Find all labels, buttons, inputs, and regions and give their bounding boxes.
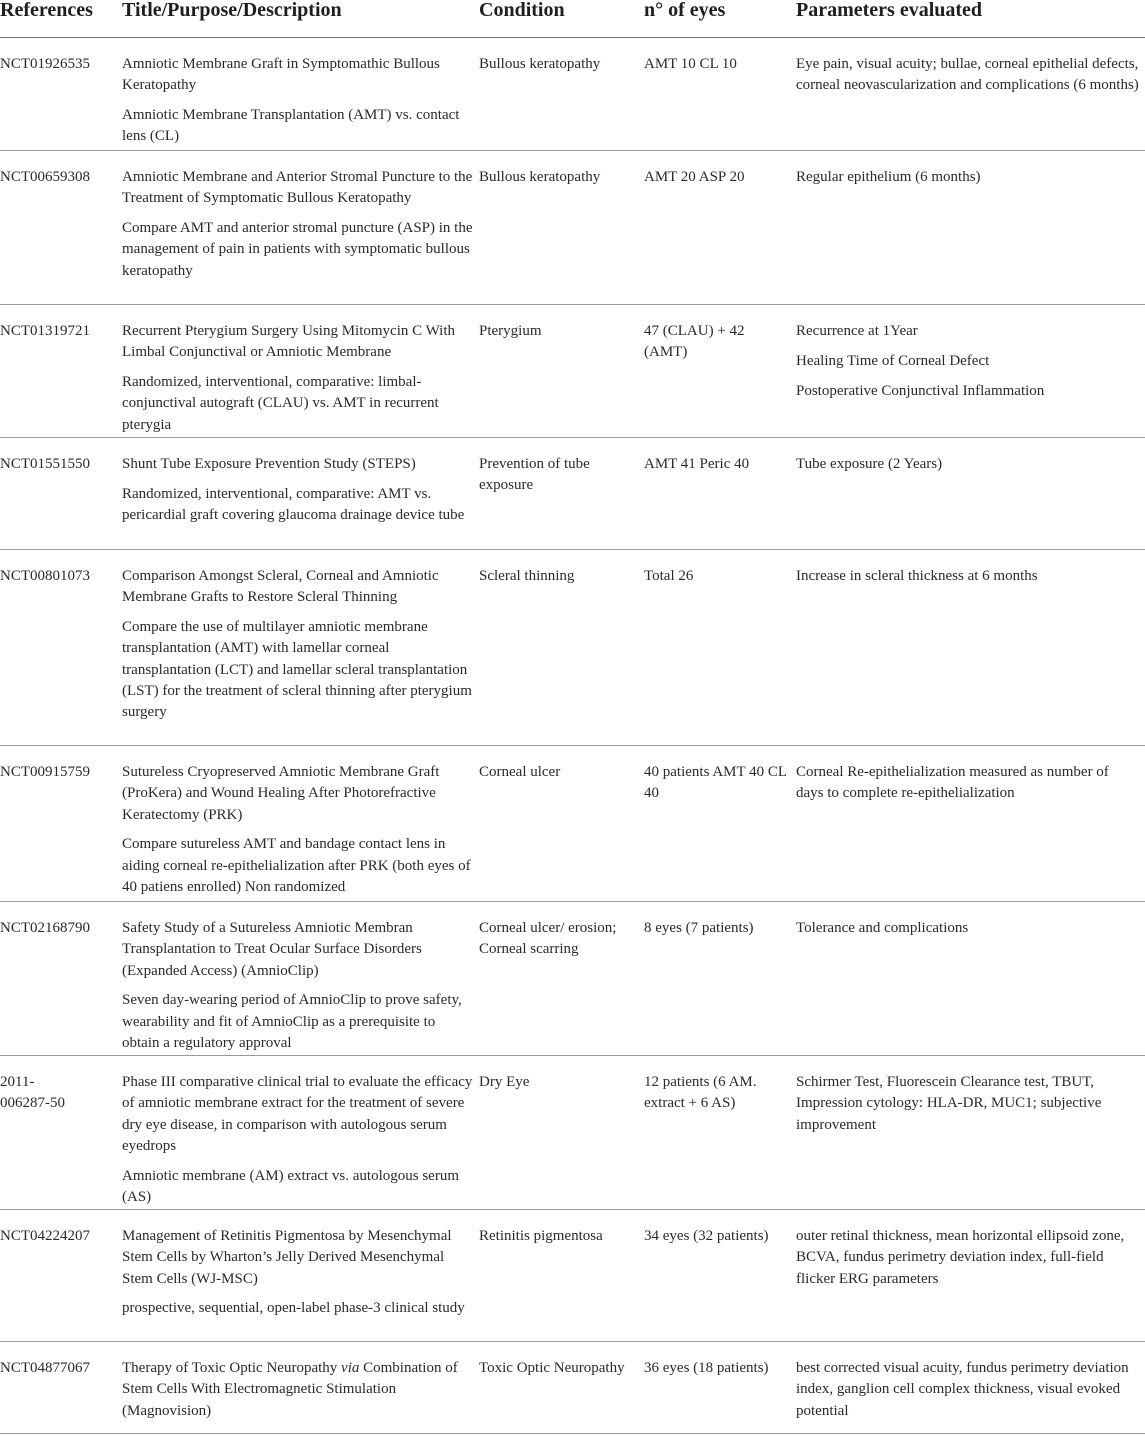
parameter-item: Recurrence at 1Year — [796, 323, 918, 339]
cell-condition: Scleral thinning — [479, 568, 575, 584]
trial-title: Comparison Amongst Scleral, Corneal and Amniotic Membrane Grafts to Restore Scleral Thinning — [122, 568, 439, 606]
cell-condition: Corneal ulcer/ erosion; Corneal scarring — [479, 920, 617, 958]
cell-eyes: 12 patients (6 AM. extract + 6 AS) — [644, 1074, 757, 1112]
cell-eyes: AMT 10 CL 10 — [644, 56, 737, 72]
cell-condition: Bullous keratopathy — [479, 56, 601, 72]
cell-condition: Prevention of tube exposure — [479, 456, 590, 494]
cell-title — [122, 54, 479, 150]
cell-reference: NCT00801073 — [0, 568, 90, 584]
cell-condition: Retinitis pigmentosa — [479, 1228, 603, 1244]
header-condition: Condition — [479, 0, 565, 21]
trial-title: Management of Retinitis Pigmentosa by Mesenchymal Stem Cells by Wharton’s Jelly Derived Mesenchymal Stem Cells (WJ-MSC) — [122, 1228, 452, 1287]
title-italic-via: via — [341, 1360, 360, 1376]
table-row — [0, 1056, 1145, 1210]
cell-title — [122, 454, 479, 549]
cell-title — [122, 1226, 479, 1341]
trial-description: Amniotic Membrane Transplantation (AMT) vs. contact lens (CL) — [122, 107, 460, 145]
cell-eyes: 40 patients AMT 40 CL 40 — [644, 764, 787, 802]
trial-description: Compare the use of multilayer amniotic membrane transplantation (AMT) with lamellar corneal transplantation (LCT) and lamellar scleral transplantation (LST) for the treatment of scleral thinning after pterygium surgery — [122, 619, 472, 721]
trial-description: Amniotic membrane (AM) extract vs. autologous serum (AS) — [122, 1167, 460, 1205]
table-row — [0, 438, 1145, 550]
trial-title: Recurrent Pterygium Surgery Using Mitomycin C With Limbal Conjunctival or Amniotic Membrane — [122, 323, 455, 361]
table-row — [0, 1342, 1145, 1434]
trial-title: Shunt Tube Exposure Prevention Study (STEPS) — [122, 456, 416, 472]
header-eyes: n° of eyes — [644, 0, 726, 21]
cell-reference: NCT04224207 — [0, 1228, 90, 1244]
cell-reference: NCT01926535 — [0, 56, 90, 72]
table-row — [0, 305, 1145, 438]
cell-parameters: Corneal Re-epithelialization measured as number of days to complete re-epithelialization — [796, 764, 1109, 802]
cell-title — [122, 1358, 479, 1433]
trial-title: Amniotic Membrane Graft in Symptomathic Bullous Keratopathy — [122, 56, 440, 94]
cell-eyes: 36 eyes (18 patients) — [644, 1360, 769, 1376]
cell-reference: 2011- 006287-50 — [0, 1074, 65, 1112]
table-row — [0, 550, 1145, 746]
cell-title — [122, 566, 479, 745]
cell-title — [122, 1072, 479, 1209]
cell-reference: NCT04877067 — [0, 1360, 90, 1376]
cell-parameters: Tolerance and complications — [796, 920, 969, 936]
table-row — [0, 38, 1145, 151]
cell-title — [122, 321, 479, 437]
parameter-item: Postoperative Conjunctival Inflammation — [796, 382, 1045, 399]
trial-description: Compare AMT and anterior stromal puncture (ASP) in the management of pain in patients with symptomatic bullous keratopathy — [122, 220, 473, 279]
trial-description: Compare sutureless AMT and bandage contact lens in aiding corneal re-epithelialization after PRK (both eyes of 40 patiens enrolled) Non randomized — [122, 836, 471, 895]
cell-parameters: Tube exposure (2 Years) — [796, 456, 943, 472]
trial-title: Amniotic Membrane and Anterior Stromal Puncture to the Treatment of Symptomatic Bullous Keratopathy — [122, 169, 473, 207]
cell-eyes: 8 eyes (7 patients) — [644, 920, 754, 936]
trial-description: Seven day-wearing period of AmnioClip to prove safety, wearability and fit of AmnioClip as a prerequisite to obtain a regulatory approval — [122, 992, 462, 1051]
trial-title: Safety Study of a Sutureless Amniotic Membran Transplantation to Treat Ocular Surface Disorders (Expanded Access) (AmnioClip) — [122, 920, 422, 979]
cell-parameters: Increase in scleral thickness at 6 months — [796, 568, 1038, 584]
cell-condition: Pterygium — [479, 323, 542, 339]
table-row — [0, 1210, 1145, 1342]
header-parameters: Parameters evaluated — [796, 0, 983, 21]
cell-parameters: Regular epithelium (6 months) — [796, 169, 981, 185]
cell-condition: Dry Eye — [479, 1074, 530, 1090]
cell-parameters: Eye pain, visual acuity; bullae, corneal epithelial defects, corneal neovascularization and complications (6 months) — [796, 56, 1139, 94]
header-references: References — [0, 0, 93, 21]
cell-condition: Toxic Optic Neuropathy — [479, 1360, 625, 1376]
title-part: Therapy of Toxic Optic Neuropathy — [122, 1360, 342, 1376]
trial-title: Phase III comparative clinical trial to evaluate the efficacy of amniotic membrane extract for the treatment of severe dry eye disease, in comparison with autologous serum eyedrops — [122, 1074, 473, 1154]
trial-description: Randomized, interventional, comparative: limbal-conjunctival autograft (CLAU) vs. AMT in recurrent pterygia — [122, 374, 439, 433]
cell-title — [122, 762, 479, 901]
cell-reference: NCT02168790 — [0, 920, 90, 936]
table-header — [0, 0, 1145, 38]
cell-parameters — [796, 321, 1145, 437]
table-row — [0, 902, 1145, 1056]
cell-reference: NCT00659308 — [0, 169, 90, 185]
cell-parameters: Schirmer Test, Fluorescein Clearance test, TBUT, Impression cytology: HLA-DR, MUC1; subjective improvement — [796, 1074, 1102, 1133]
trial-title — [122, 1358, 473, 1422]
table-row — [0, 746, 1145, 902]
header-title: Title/Purpose/Description — [122, 0, 342, 21]
table-row — [0, 151, 1145, 305]
cell-reference: NCT01551550 — [0, 456, 90, 472]
cell-eyes: Total 26 — [644, 568, 694, 584]
cell-condition: Corneal ulcer — [479, 764, 561, 780]
cell-condition: Bullous keratopathy — [479, 169, 601, 185]
title-part: Combination of Stem Cells With Electromagnetic Stimulation (Magnovision) — [122, 1360, 458, 1419]
parameter-item: Healing Time of Corneal Defect — [796, 352, 990, 369]
cell-eyes: AMT 20 ASP 20 — [644, 169, 745, 185]
cell-reference: NCT00915759 — [0, 764, 90, 780]
cell-title — [122, 167, 479, 304]
cell-eyes: 47 (CLAU) + 42 (AMT) — [644, 323, 745, 361]
cell-title — [122, 918, 479, 1055]
cell-reference: NCT01319721 — [0, 323, 90, 339]
cell-eyes: AMT 41 Peric 40 — [644, 456, 750, 472]
cell-parameters: outer retinal thickness, mean horizontal ellipsoid zone, BCVA, fundus perimetry deviation index, full-field flicker ERG parameters — [796, 1228, 1125, 1287]
trial-title: Sutureless Cryopreserved Amniotic Membrane Graft (ProKera) and Wound Healing After Photorefractive Keratectomy (PRK) — [122, 764, 440, 823]
cell-parameters: best corrected visual acuity, fundus perimetry deviation index, ganglion cell complex thickness, visual evoked potential — [796, 1360, 1129, 1419]
trial-description: Randomized, interventional, comparative: AMT vs. pericardial graft covering glaucoma drainage device tube — [122, 485, 465, 524]
trial-description: prospective, sequential, open-label phase-3 clinical study — [122, 1300, 465, 1317]
cell-eyes: 34 eyes (32 patients) — [644, 1228, 769, 1244]
